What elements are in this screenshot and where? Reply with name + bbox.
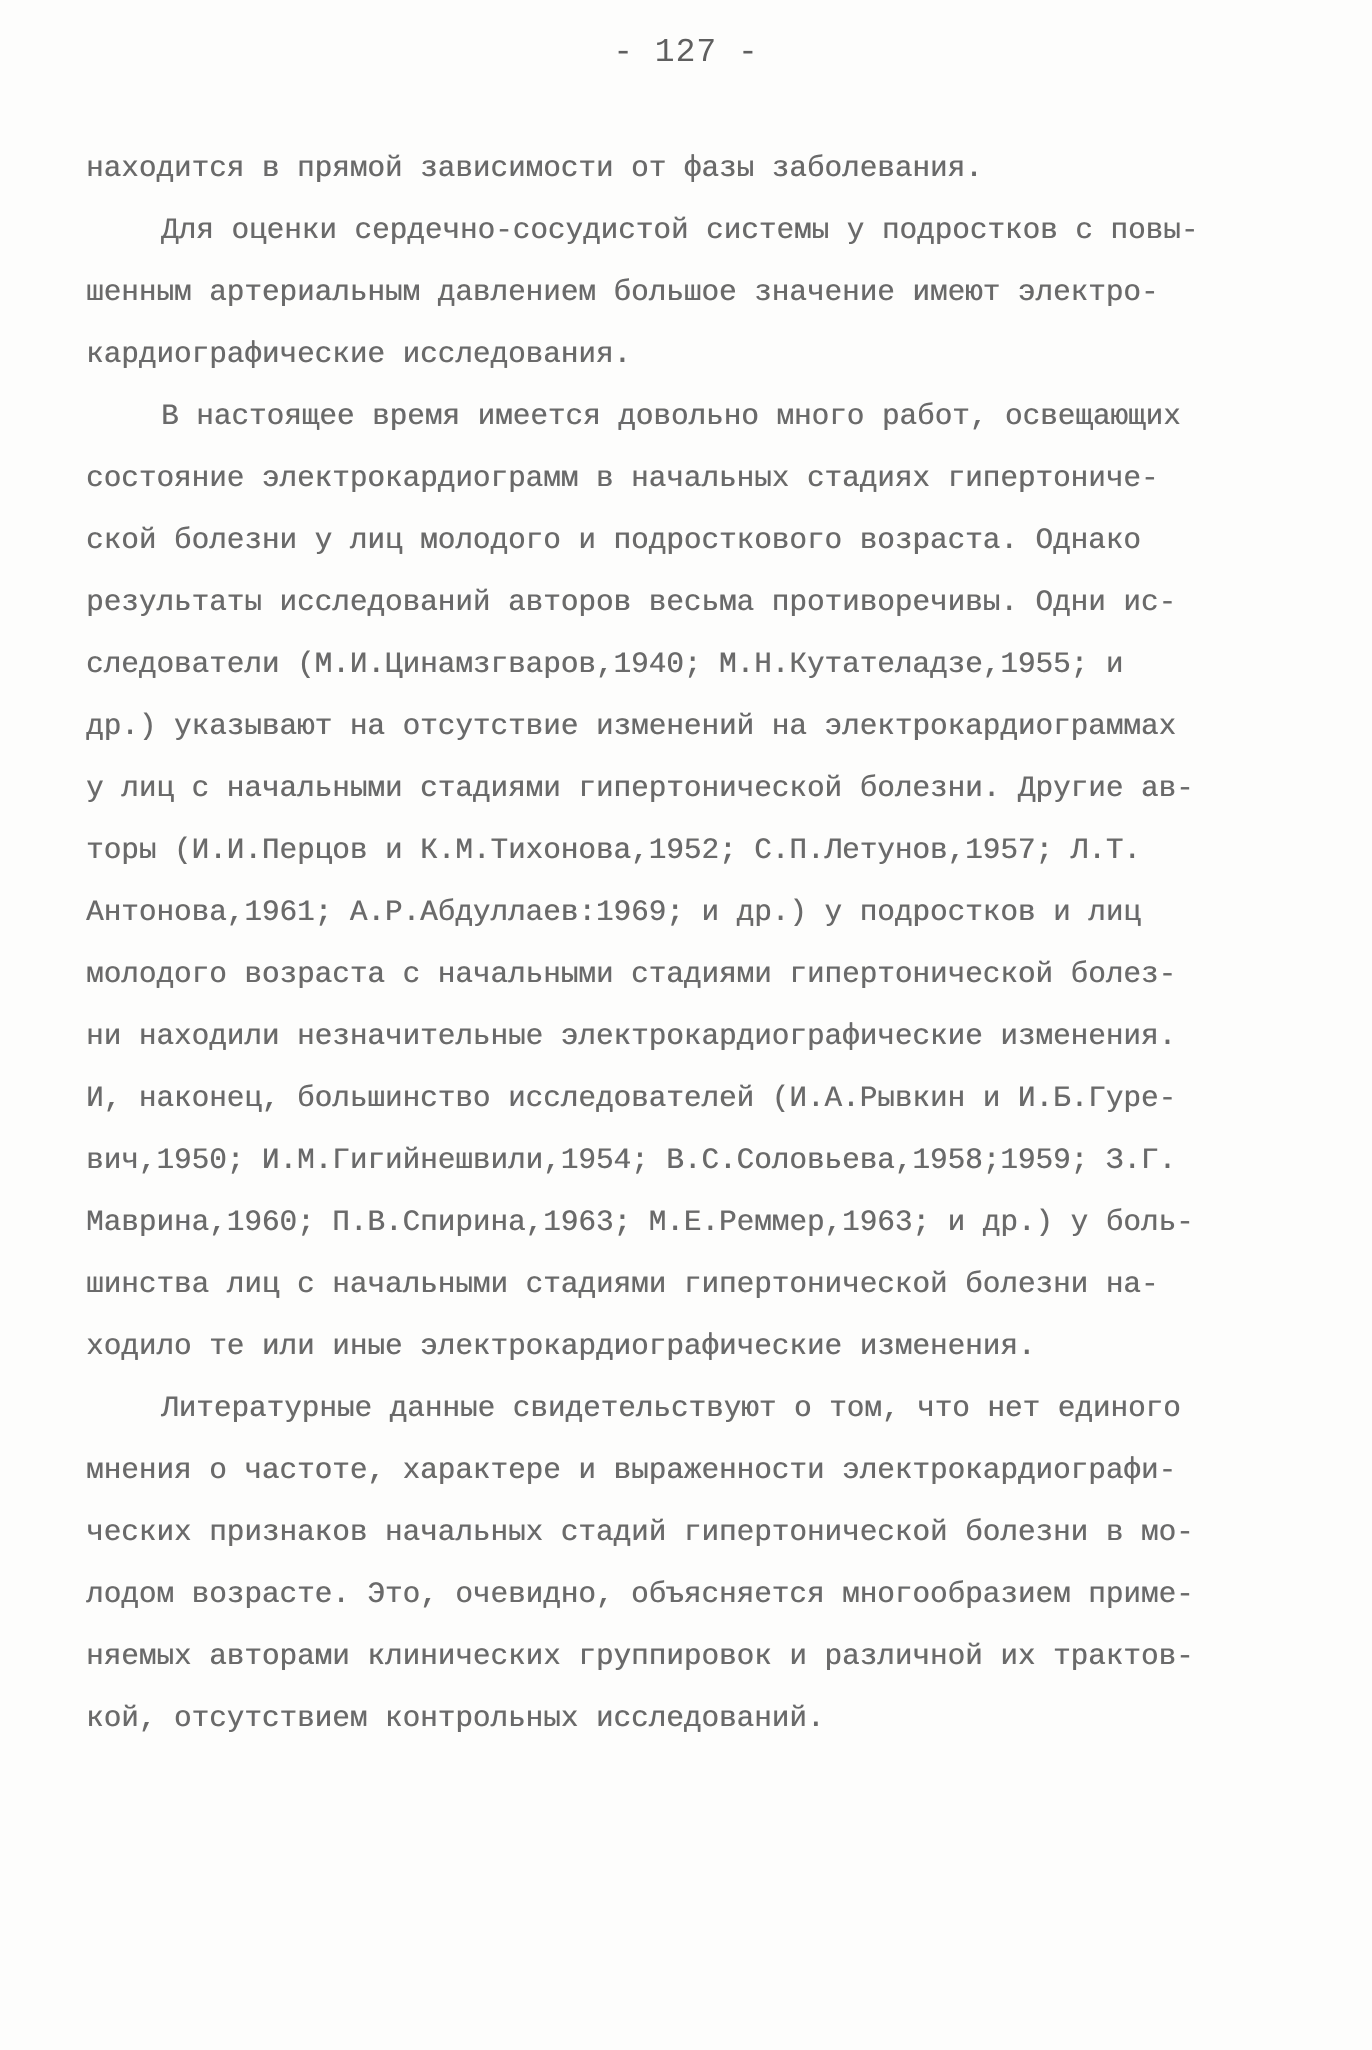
body-text <box>86 138 1276 1750</box>
text-line: следователи (М.И.Цинамзгваров,1940; М.Н.Кутателадзе,1955; и <box>86 648 1124 681</box>
text-line: лодом возрасте. Это, очевидно, объясняется многообразием приме- <box>86 1578 1194 1611</box>
text-line: Антонова,1961; А.Р.Абдуллаев:1969; и др.) у подростков и лиц <box>86 896 1141 929</box>
text-line: ни находили незначительные электрокардиографические изменения. <box>86 1020 1177 1053</box>
text-line: В настоящее время имеется довольно много работ, освещающих <box>161 400 1181 433</box>
text-line: ческих признаков начальных стадий гипертонической болезни в мо- <box>86 1516 1194 1549</box>
text-line: кардиографические исследования. <box>86 338 632 371</box>
text-line: др.) указывают на отсутствие изменений на электрокардиограммах <box>86 710 1177 743</box>
text-line: няемых авторами клинических группировок и различной их трактов- <box>86 1640 1194 1673</box>
text-line: состояние электрокардиограмм в начальных стадиях гипертониче- <box>86 462 1159 495</box>
text-line: шинства лиц с начальными стадиями гипертонической болезни на- <box>86 1268 1159 1301</box>
text-line: И, наконец, большинство исследователей (И.А.Рывкин и И.Б.Гуре- <box>86 1082 1177 1115</box>
text-line: Маврина,1960; П.В.Спирина,1963; М.Е.Реммер,1963; и др.) у боль- <box>86 1206 1194 1239</box>
text-line: шенным артериальным давлением большое значение имеют электро- <box>86 276 1159 309</box>
text-line: Литературные данные свидетельствуют о том, что нет единого <box>161 1392 1181 1425</box>
text-line: вич,1950; И.М.Гигийнешвили,1954; В.С.Соловьева,1958;1959; З.Г. <box>86 1144 1177 1177</box>
text-line: ской болезни у лиц молодого и подросткового возраста. Однако <box>86 524 1141 557</box>
text-line: мнения о частоте, характере и выраженности электрокардиографи- <box>86 1454 1177 1487</box>
text-line: результаты исследований авторов весьма противоречивы. Одни ис- <box>86 586 1177 619</box>
text-line: находится в прямой зависимости от фазы заболевания. <box>86 152 983 185</box>
text-line: ходило те или иные электрокардиографические изменения. <box>86 1330 1036 1363</box>
text-line: кой, отсутствием контрольных исследований. <box>86 1702 825 1735</box>
text-line: торы (И.И.Перцов и К.М.Тихонова,1952; С.П.Летунов,1957; Л.Т. <box>86 834 1141 867</box>
text-line: Для оценки сердечно-сосудистой системы у подростков с повы- <box>161 214 1199 247</box>
page-number: - 127 - <box>613 34 759 71</box>
text-line: молодого возраста с начальными стадиями гипертонической болез- <box>86 958 1177 991</box>
text-line: у лиц с начальными стадиями гипертонической болезни. Другие ав- <box>86 772 1194 805</box>
